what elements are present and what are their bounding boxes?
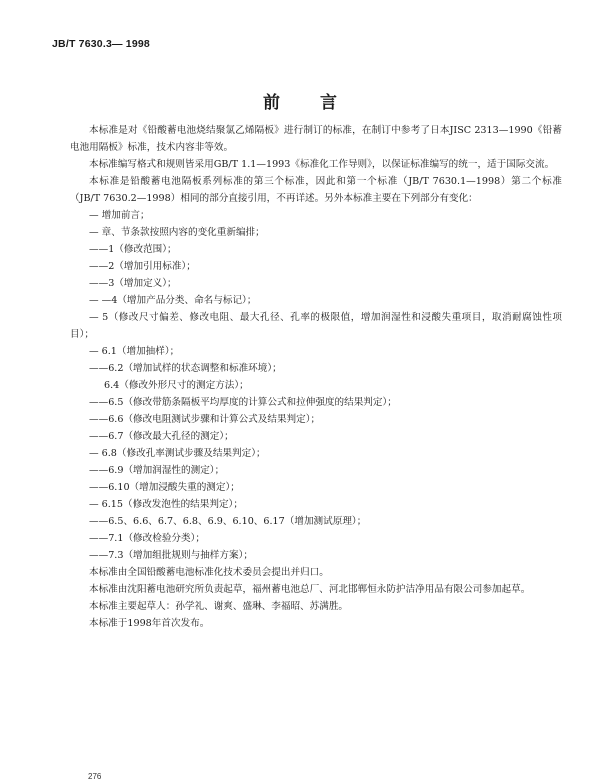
change-item: ——6.9（增加润湿性的测定）；: [89, 465, 225, 476]
change-item: ——3（增加定义）；: [89, 278, 177, 289]
paragraph-drafters: 本标准主要起草人：孙学礼、谢爽、盛琳、李福昭、苏满胜。: [89, 601, 349, 612]
change-item: ——6.2（增加试样的状态调整和标准环境）；: [89, 363, 282, 374]
change-item: — 6.1（增加抽样）；: [89, 346, 180, 357]
change-item: — 6.15（修改发泡性的结果判定）；: [89, 499, 243, 510]
change-item: ——6.5（修改带筋条隔板平均厚度的计算公式和拉伸强度的结果判定）；: [89, 397, 397, 408]
paragraph-drafting-units: 本标准由沈阳蓄电池研究所负责起草，福州蓄电池总厂、河北邯郸恒永防护洁净用品有限公司参加起草。: [89, 584, 531, 595]
change-item: ——1（修改范围）；: [89, 244, 177, 255]
change-item: 6.4（修改外形尺寸的测定方法）；: [104, 380, 249, 391]
change-item: ——7.1（修改检验分类）；: [89, 533, 205, 544]
change-item: ——6.6（修改电阻测试步骤和计算公式及结果判定）；: [89, 414, 321, 425]
standard-code: JB/T 7630.3— 1998: [52, 38, 150, 50]
change-item: — 6.8（修改孔率测试步骤及结果判定）；: [89, 448, 266, 459]
paragraph-proposer: 本标准由全国铅酸蓄电池标准化技术委员会提出并归口。: [89, 567, 329, 578]
change-item: ——6.7（修改最大孔径的测定）；: [89, 431, 234, 442]
page-number: 276: [88, 772, 102, 781]
foreword-body: [70, 122, 562, 632]
change-item: — 5（修改尺寸偏差、修改电阻、最大孔径、孔率的极限值，增加润湿性和浸酸失重项目，取消耐腐蚀性项目）；: [70, 312, 562, 340]
change-item: ——6.10（增加浸酸失重的测定）；: [89, 482, 240, 493]
change-item: — —4（增加产品分类、命名与标记）；: [89, 295, 257, 306]
paragraph-series: 本标准是铅酸蓄电池隔板系列标准的第三个标准，因此和第一个标准（JB/T 7630.1—1998）第二个标准（JB/T 7630.2—1998）相同的部分直接引用，不再详述。另外本标准主要在下列部分有变化：: [70, 176, 562, 204]
change-item: — 章、节条款按照内容的变化重新编排；: [89, 227, 265, 238]
change-list: [70, 207, 562, 564]
paragraph-first-release: 本标准于1998年首次发布。: [89, 618, 210, 629]
paragraph-format: 本标准编写格式和规则皆采用GB/T 1.1—1993《标准化工作导则》，以保证标准编写的统一，适于国际交流。: [89, 159, 555, 170]
change-item: ——6.5、6.6、6.7、6.8、6.9、6.10、6.17（增加测试原理）；: [89, 516, 367, 527]
change-item: — 增加前言；: [89, 210, 150, 221]
paragraph-reference: 本标准是对《铅酸蓄电池烧结聚氯乙烯隔板》进行制订的标准，在制订中参考了日本JISC 2313—1990《铅蓄电池用隔板》标准，技术内容非等效。: [70, 125, 562, 153]
page-title: 前言: [263, 93, 377, 113]
change-item: ——2（增加引用标准）；: [89, 261, 196, 272]
change-item: ——7.3（增加组批规则与抽样方案）；: [89, 550, 253, 561]
